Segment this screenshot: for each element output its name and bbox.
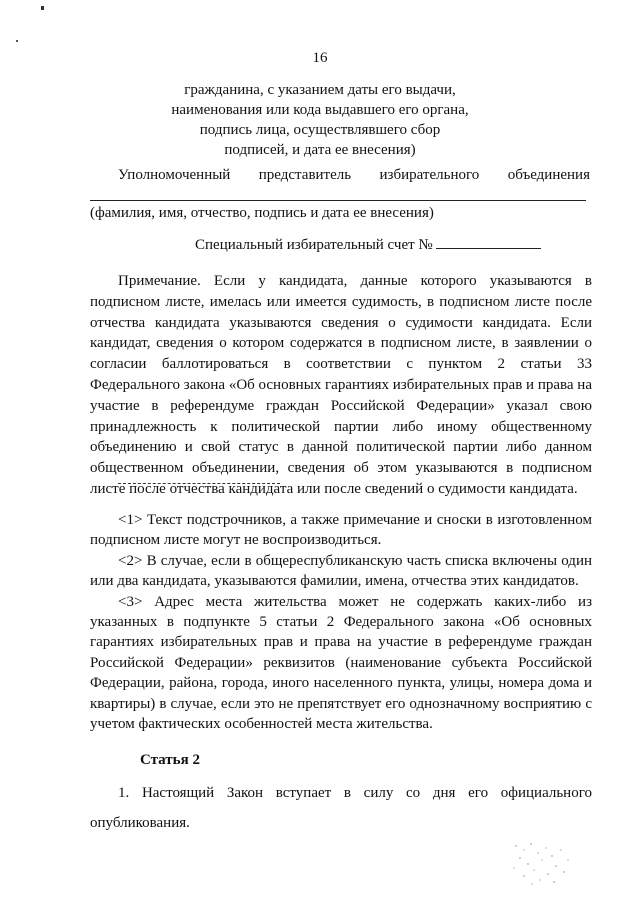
account-number-blank [436, 236, 541, 249]
signature-hint: (фамилия, имя, отчество, подпись и дата ее внесения) [90, 205, 434, 221]
scan-mark [16, 40, 18, 42]
caption-line: подпись лица, осуществлявшего сбор [199, 122, 441, 138]
representative-word: Уполномоченный [118, 167, 231, 183]
field-caption [150, 80, 490, 160]
representative-word: представитель [258, 167, 352, 183]
footnotes [90, 510, 592, 734]
article-text: 1. Настоящий Закон вступает в силу со дня его официального опубликования. [90, 785, 592, 831]
representative-word: объединения [507, 167, 590, 183]
article-title: Статья 2 [140, 752, 200, 768]
footnote-2: <2> В случае, если в общереспубликанскую часть списка включены один или два кандидата, указываются фамилии, имена, отчества этих кандидатов. [90, 552, 592, 590]
caption-line: гражданина, с указанием даты его выдачи, [184, 82, 456, 98]
footnote-1: <1> Текст подстрочников, а также примечание и сноски в изготовленном подписном листе могут не воспроизводиться. [90, 512, 592, 549]
footnote-separator [118, 483, 280, 484]
special-account [195, 236, 541, 254]
special-account-label: Специальный избирательный счет № [195, 237, 433, 253]
page-number: 16 [312, 50, 328, 66]
caption-line: наименования или кода выдавшего его органа, [171, 102, 469, 118]
stamp-specks [506, 838, 576, 893]
representative-label [118, 167, 590, 184]
scan-mark [41, 6, 44, 10]
note-paragraph: Примечание. Если у кандидата, данные которого указываются в подписном листе, имелась или имеется судимость, в подписном листе после отчества кандидата указываются сведения о судимости кандидата. Если кандидат, сведения о котором содержатся в подписном листе, в заявлении о согласии баллотироваться в соответствии с пунктом 2 статьи 33 Федерального закона «Об основных гарантиях избирательных прав и права на участие в референдуме граждан Российской Федерации» указал свою принадлежность к политической партии либо иному общественному объединению и свой статус в данной политической партии либо данном общественном объединении, сведения об этом указываются в подписном листе после отчества кандидата или после сведений о судимости кандидата. [90, 273, 592, 497]
representative-word: избирательного [379, 167, 480, 183]
caption-line: подписей, и дата ее внесения) [224, 142, 416, 158]
footnote-3: <3> Адрес места жительства может не содержать каких-либо из указанных в подпункте 5 статьи 2 Федерального закона «Об основных гарантиях избирательных прав и права на участие в референдуме граждан Российской Федерации» реквизитов (наименование субъекта Российской Федерации, района, города, иного населенного пункта, улицы, номера дома и квартиры) в случае, если это не препятствует его однозначному восприятию с учетом фактических особенностей места жительства. [90, 593, 592, 733]
signature-line [90, 200, 586, 201]
